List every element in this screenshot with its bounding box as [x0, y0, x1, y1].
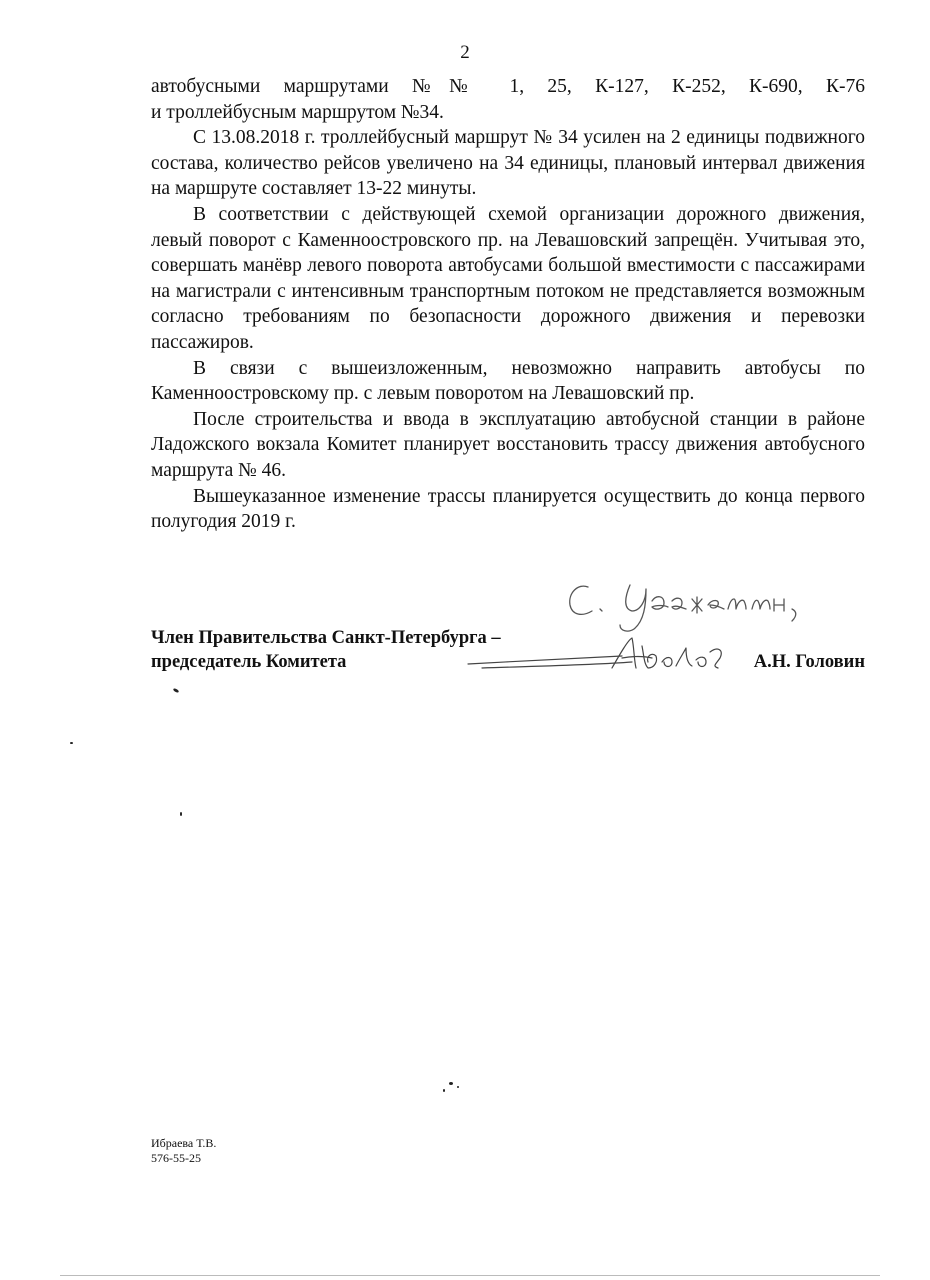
scan-edge-line	[60, 1275, 880, 1276]
scan-speck	[457, 1086, 459, 1088]
paragraph-4: В связи с вышеизложенным, невозможно направить автобусы по Каменноостровскому пр. с левым поворотом на Левашовский пр.	[151, 357, 865, 405]
letter-body	[151, 74, 865, 535]
paragraph-1-line-1: автобусными маршрутами №№ 1, 25, К-127, К-252, К-690, К-76	[151, 76, 865, 97]
handwritten-closing	[560, 565, 820, 635]
paragraph-5: После строительства и ввода в эксплуатацию автобусной станции в районе Ладожского вокзала Комитет планирует восстановить трассу движения автобусного маршрута № 46.	[151, 408, 865, 481]
scan-speck	[70, 742, 73, 744]
signatory-title-line-2: председатель Комитета	[151, 652, 347, 672]
scan-speck	[173, 688, 180, 694]
signatory-title-line-1: Член Правительства Санкт-Петербурга –	[151, 628, 501, 648]
page-number: 2	[460, 42, 470, 63]
executor-name: Ибраева Т.В.	[151, 1136, 217, 1150]
signatory-name: А.Н. Головин	[753, 652, 865, 672]
paragraph-1-line-2: и троллейбусным маршрутом №34.	[151, 101, 444, 123]
paragraph-3: В соответствии с действующей схемой организации дорожного движения, левый поворот с Каменноостровского пр. на Левашовский запрещён. Учитывая это, совершать манёвр левого поворота автобусами большой вместимости с пассажирами на магистрали с интенсивным транспортным потоком не представляется возможным согласно требованиям по безопасности дорожного движения и перевозки пассажиров.	[151, 203, 865, 353]
scan-speck	[180, 812, 182, 816]
executor-info	[151, 1136, 216, 1166]
paragraph-6: Вышеуказанное изменение трассы планируется осуществить до конца первого полугодия 2019 г.	[151, 485, 865, 533]
scan-speck	[443, 1089, 445, 1092]
paragraph-2: С 13.08.2018 г. троллейбусный маршрут № 34 усилен на 2 единицы подвижного состава, количество рейсов увеличено на 34 единицы, плановый интервал движения на маршруте составляет 13-22 минуты.	[151, 127, 865, 200]
handwritten-signature	[462, 628, 732, 678]
scan-speck	[449, 1082, 453, 1085]
executor-phone: 576-55-25	[151, 1151, 201, 1165]
